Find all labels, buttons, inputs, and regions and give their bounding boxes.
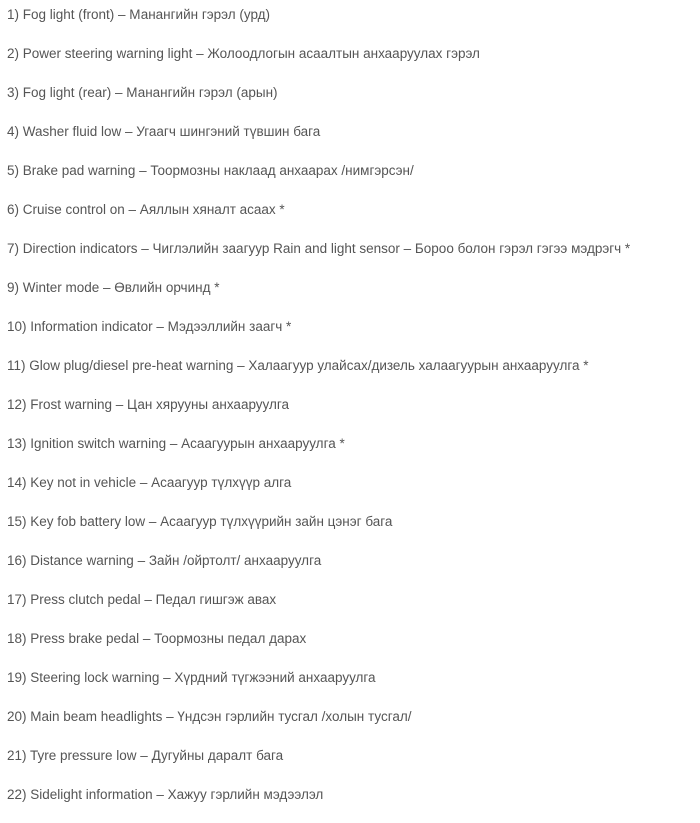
list-item: 11) Glow plug/diesel pre-heat warning – Халаагуур улайсах/дизель халаагуурын анхааруулга * [7,358,589,373]
list-item: 4) Washer fluid low – Угаагч шингэний түвшин бага [7,124,321,139]
list-item: 14) Key not in vehicle – Асаагуур түлхүүр алга [7,475,292,490]
list-item: 15) Key fob battery low – Асаагуур түлхүүрийн зайн цэнэг бага [7,514,393,529]
list-item: 1) Fog light (front) – Манангийн гэрэл (урд) [7,7,271,22]
list-item: 10) Information indicator – Мэдээллийн заагч * [7,319,292,334]
list-item: 6) Cruise control on – Аяллын хяналт асаах * [7,202,285,217]
list-item: 9) Winter mode – Өвлийн орчинд * [7,280,220,295]
list-item: 12) Frost warning – Цан хярууны анхааруулга [7,397,290,412]
list-item: 17) Press clutch pedal – Педал гишгэж авах [7,592,277,607]
list-item: 18) Press brake pedal – Тоормозны педал дарах [7,631,307,646]
list-item: 5) Brake pad warning – Тоормозны наклаад анхаарах /нимгэрсэн/ [7,163,414,178]
list-item: 3) Fog light (rear) – Манангийн гэрэл (арын) [7,85,278,100]
list-item: 20) Main beam headlights – Үндсэн гэрлийн тусгал /холын тусгал/ [7,709,412,724]
list-item: 16) Distance warning – Зайн /ойртолт/ анхааруулга [7,553,322,568]
warning-light-list [0,4,700,823]
list-item: 19) Steering lock warning – Хүрдний түгжээний анхааруулга [7,670,376,685]
list-item: 13) Ignition switch warning – Асаагуурын анхааруулга * [7,436,345,451]
list-item: 21) Tyre pressure low – Дугуйны даралт бага [7,748,284,763]
list-item: 7) Direction indicators – Чиглэлийн заагуур Rain and light sensor – Бороо болон гэрэл гэгээ мэдрэгч * [7,241,631,256]
list-item: 22) Sidelight information – Хажуу гэрлийн мэдээлэл [7,787,324,802]
list-item: 2) Power steering warning light – Жолоодлогын асаалтын анхааруулах гэрэл [7,46,480,61]
